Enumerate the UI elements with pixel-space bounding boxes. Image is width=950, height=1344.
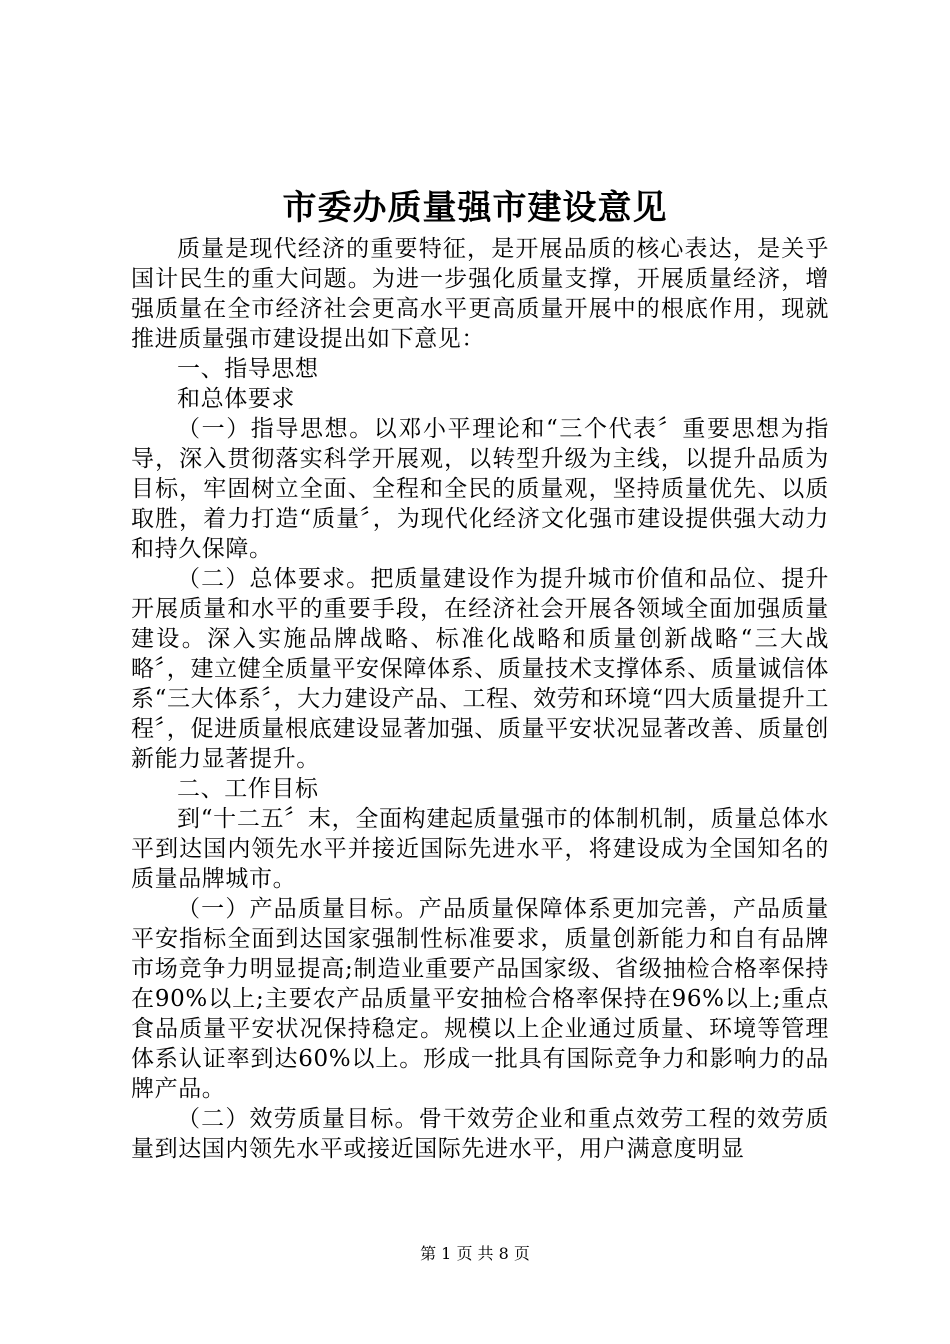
paragraph-intro: 质量是现代经济的重要特征，是开展品质的核心表达，是关乎国计民生的重大问题。为进一步强化质量支撑，开展质量经济，增强质量在全市经济社会更高水平更高质量开展中的根底作用，现就推进质量强市建设提出如下意见： (131, 236, 829, 352)
document-body (131, 234, 829, 1164)
paragraph-service-quality: （二）效劳质量目标。骨干效劳企业和重点效劳工程的效劳质量到达国内领先水平或接近国际先进水平，用户满意度明显 (131, 1106, 829, 1162)
paragraph-work-goals: 到“十二五〞末，全面构建起质量强市的体制机制，质量总体水平到达国内领先水平并接近国际先进水平，将建设成为全国知名的质量品牌城市。 (131, 806, 829, 892)
document-title: 市委办质量强市建设意见 (282, 188, 668, 228)
section-heading-1: 一、指导思想 (177, 356, 319, 382)
paragraph-guiding-thought: （一）指导思想。以邓小平理论和“三个代表〞重要思想为指导，深入贯彻落实科学开展观，以转型升级为主线，以提升品质为目标，牢固树立全面、全程和全民的质量观，坚持质量优先、以质取胜，着力打造“质量〞，为现代化经济文化强市建设提供强大动力和持久保障。 (131, 416, 829, 562)
section-heading-2: 二、工作目标 (177, 776, 319, 802)
page-footer: 第 1 页 共 8 页 (420, 1244, 530, 1263)
section-heading-1-cont: 和总体要求 (177, 386, 295, 412)
paragraph-product-quality: （一）产品质量目标。产品质量保障体系更加完善，产品质量平安指标全面到达国家强制性标准要求，质量创新能力和自有品牌市场竞争力明显提高;制造业重要产品国家级、省级抽检合格率保持在90%以上;主要农产品质量平安抽检合格率保持在96%以上;重点食品质量平安状况保持稳定。规模以上企业通过质量、环境等管理体系认证率到达60%以上。形成一批具有国际竞争力和影响力的品牌产品。 (131, 896, 829, 1102)
paragraph-general-requirements: （二）总体要求。把质量建设作为提升城市价值和品位、提升开展质量和水平的重要手段，在经济社会开展各领域全面加强质量建设。深入实施品牌战略、标准化战略和质量创新战略“三大战略〞，建立健全质量平安保障体系、质量技术支撑体系、质量诚信体系“三大体系〞，大力建设产品、工程、效劳和环境“四大质量提升工程〞，促进质量根底建设显著加强、质量平安状况显著改善、质量创新能力显著提升。 (131, 566, 829, 772)
